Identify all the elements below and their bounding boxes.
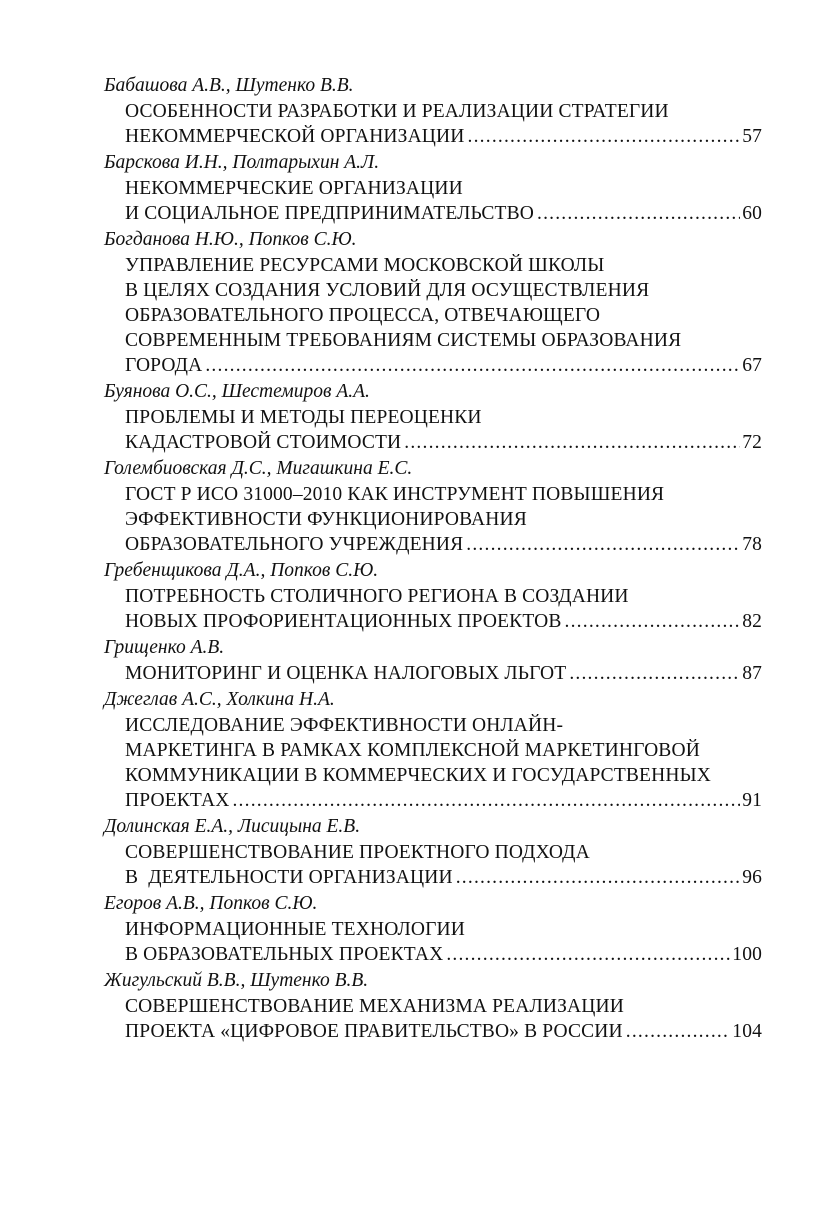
entry-title-text: В ОБРАЗОВАТЕЛЬНЫХ ПРОЕКТАХ [125, 944, 444, 965]
entry-title-last-line [104, 865, 762, 890]
entry-title-text: КАДАСТРОВОЙ СТОИМОСТИ [125, 432, 402, 453]
entry-title-last-line [104, 201, 762, 226]
toc-entry [104, 635, 762, 686]
entry-page-number: 82 [742, 611, 762, 632]
entry-title-text: ПРОЕКТА «ЦИФРОВОЕ ПРАВИТЕЛЬСТВО» В РОССИИ [125, 1021, 623, 1042]
entry-title-text: В ДЕЯТЕЛЬНОСТИ ОРГАНИЗАЦИИ [125, 867, 453, 888]
entry-page-number: 87 [742, 663, 762, 684]
dot-leader [404, 430, 740, 455]
dot-leader [466, 532, 740, 557]
entry-title-text: НОВЫХ ПРОФОРИЕНТАЦИОННЫХ ПРОЕКТОВ [125, 611, 562, 632]
toc-entry [104, 687, 762, 813]
entry-title-text: МОНИТОРИНГ И ОЦЕНКА НАЛОГОВЫХ ЛЬГОТ [125, 663, 567, 684]
entry-title-last-line [104, 609, 762, 634]
entry-page-number: 60 [742, 203, 762, 224]
entry-title-text: ГОРОДА [125, 355, 203, 376]
entry-title-last-line [104, 788, 762, 813]
entry-page-number: 104 [732, 1021, 762, 1042]
entry-title-line: ИНФОРМАЦИОННЫЕ ТЕХНОЛОГИИ [125, 919, 465, 940]
entry-title-text: И СОЦИАЛЬНОЕ ПРЕДПРИНИМАТЕЛЬСТВО [125, 203, 534, 224]
toc-entry [104, 968, 762, 1044]
entry-title-last-line [104, 353, 762, 378]
dot-leader [446, 942, 730, 967]
entry-title-last-line [104, 124, 762, 149]
entry-title-line: В ЦЕЛЯХ СОЗДАНИЯ УСЛОВИЙ ДЛЯ ОСУЩЕСТВЛЕНИЯ [125, 280, 650, 301]
toc-entry [104, 150, 762, 226]
entry-title-last-line [104, 1019, 762, 1044]
entry-title-line: СОВЕРШЕНСТВОВАНИЕ ПРОЕКТНОГО ПОДХОДА [125, 842, 590, 863]
entry-title-line: НЕКОММЕРЧЕСКИЕ ОРГАНИЗАЦИИ [125, 178, 463, 199]
entry-page-number: 57 [742, 126, 762, 147]
toc-entry [104, 891, 762, 967]
entry-page-number: 67 [742, 355, 762, 376]
dot-leader [205, 353, 740, 378]
entry-page-number: 100 [732, 944, 762, 965]
entry-title-line: СОВЕРШЕНСТВОВАНИЕ МЕХАНИЗМА РЕАЛИЗАЦИИ [125, 996, 624, 1017]
entry-title-line: КОММУНИКАЦИИ В КОММЕРЧЕСКИХ И ГОСУДАРСТВЕННЫХ [125, 765, 711, 786]
dot-leader [537, 201, 740, 226]
entry-title-line: ИССЛЕДОВАНИЕ ЭФФЕКТИВНОСТИ ОНЛАЙН- [125, 715, 564, 736]
entry-authors: Барскова И.Н., Полтарыхин А.Л. [104, 152, 380, 173]
entry-authors: Грищенко А.В. [104, 637, 225, 658]
entry-authors: Долинская Е.А., Лисицына Е.В. [104, 816, 361, 837]
toc-entry [104, 73, 762, 149]
dot-leader [565, 609, 741, 634]
toc-entry [104, 456, 762, 557]
entry-title-line: ОСОБЕННОСТИ РАЗРАБОТКИ И РЕАЛИЗАЦИИ СТРАТЕГИИ [125, 101, 669, 122]
dot-leader [232, 788, 740, 813]
entry-authors: Голембиовская Д.С., Мигашкина Е.С. [104, 458, 413, 479]
entry-authors: Богданова Н.Ю., Попков С.Ю. [104, 229, 357, 250]
dot-leader [456, 865, 740, 890]
entry-title-line: ПОТРЕБНОСТЬ СТОЛИЧНОГО РЕГИОНА В СОЗДАНИИ [125, 586, 629, 607]
dot-leader [468, 124, 741, 149]
entry-title-text: ОБРАЗОВАТЕЛЬНОГО УЧРЕЖДЕНИЯ [125, 534, 464, 555]
toc-entry [104, 558, 762, 634]
entry-title-last-line [104, 942, 762, 967]
entry-page-number: 91 [742, 790, 762, 811]
toc-entry [104, 379, 762, 455]
entry-authors: Гребенщикова Д.А., Попков С.Ю. [104, 560, 379, 581]
entry-title-last-line [104, 532, 762, 557]
entry-title-line: ОБРАЗОВАТЕЛЬНОГО ПРОЦЕССА, ОТВЕЧАЮЩЕГО [125, 305, 601, 326]
toc-entry [104, 227, 762, 378]
table-of-contents [104, 73, 762, 1044]
entry-title-line: ГОСТ Р ИСО 31000–2010 КАК ИНСТРУМЕНТ ПОВЫШЕНИЯ [125, 484, 665, 505]
entry-title-line: ЭФФЕКТИВНОСТИ ФУНКЦИОНИРОВАНИЯ [125, 509, 527, 530]
entry-page-number: 78 [742, 534, 762, 555]
entry-title-last-line [104, 430, 762, 455]
entry-authors: Буянова О.С., Шестемиров А.А. [104, 381, 370, 402]
toc-entry [104, 814, 762, 890]
entry-title-line: ПРОБЛЕМЫ И МЕТОДЫ ПЕРЕОЦЕНКИ [125, 407, 482, 428]
entry-authors: Бабашова А.В., Шутенко В.В. [104, 75, 354, 96]
entry-title-last-line [104, 661, 762, 686]
entry-authors: Егоров А.В., Попков С.Ю. [104, 893, 318, 914]
entry-title-line: УПРАВЛЕНИЕ РЕСУРСАМИ МОСКОВСКОЙ ШКОЛЫ [125, 255, 605, 276]
entry-authors: Джеглав А.С., Холкина Н.А. [104, 689, 335, 710]
entry-title-text: ПРОЕКТАХ [125, 790, 230, 811]
dot-leader [626, 1019, 731, 1044]
entry-title-text: НЕКОММЕРЧЕСКОЙ ОРГАНИЗАЦИИ [125, 126, 465, 147]
entry-page-number: 72 [742, 432, 762, 453]
entry-title-line: СОВРЕМЕННЫМ ТРЕБОВАНИЯМ СИСТЕМЫ ОБРАЗОВАНИЯ [125, 330, 682, 351]
entry-title-line: МАРКЕТИНГА В РАМКАХ КОМПЛЕКСНОЙ МАРКЕТИНГОВОЙ [125, 740, 700, 761]
entry-page-number: 96 [742, 867, 762, 888]
dot-leader [569, 661, 740, 686]
entry-authors: Жигульский В.В., Шутенко В.В. [104, 970, 369, 991]
